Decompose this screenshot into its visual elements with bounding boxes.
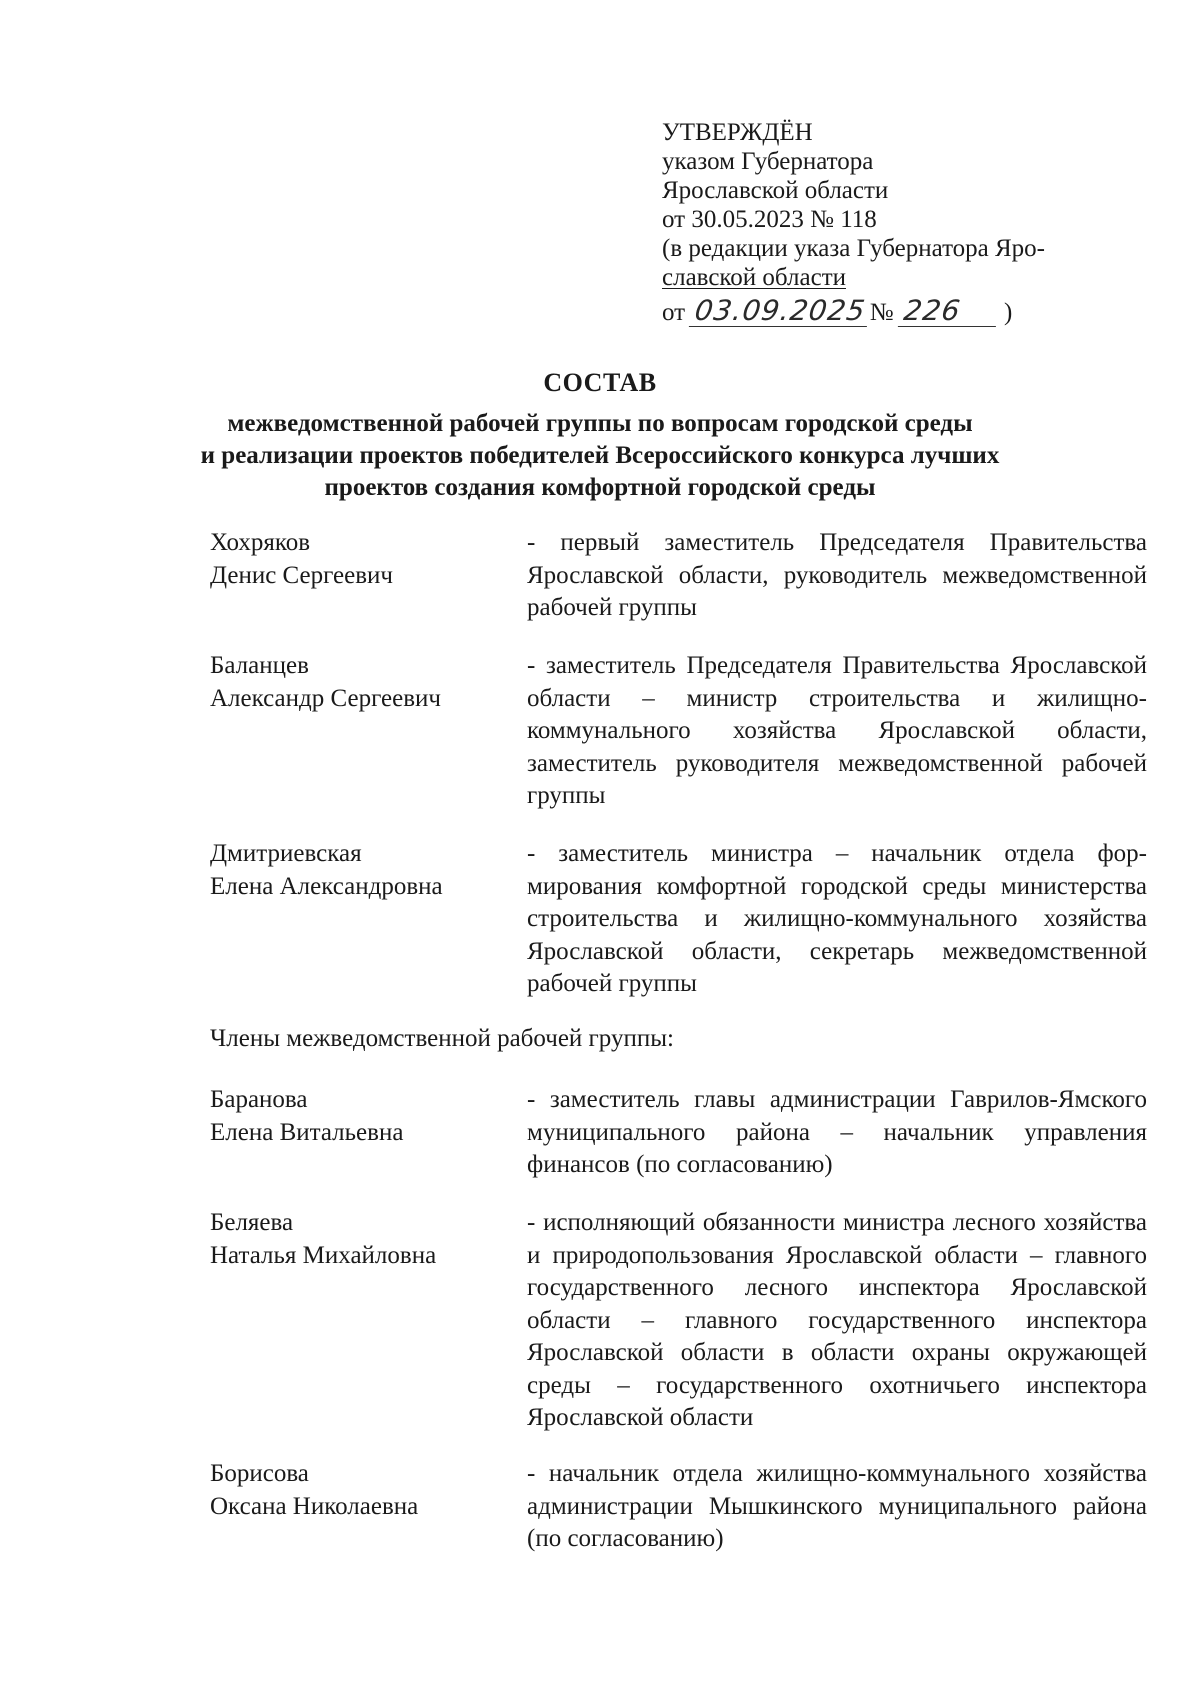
approval-region-line: Ярославской области [662,177,889,204]
member-given-names: Елена Александровна [210,872,443,900]
member-role: - заместитель Председателя Правительства Ярославской области – министр строительства и жилищно-коммунального хозяйства Ярославской области, заместитель руководителя межведомственной рабочей группы [527,652,1147,809]
approval-revision-signature-line [662,296,1132,327]
document-subtitle-line-2: и реализации проектов победителей Всероссийского конкурса лучших [200,442,1000,469]
member-given-names: Денис Сергеевич [210,561,394,589]
member-given-names: Александр Сергеевич [210,684,441,712]
document-subtitle-line-1: межведомственной рабочей группы по вопросам городской среды [227,410,973,437]
member-role: - начальник отдела жилищно-коммунального хозяйства администрации Мышкинского муниципального района (по согласованию) [527,1460,1147,1552]
member-name [210,1084,510,1149]
member-role: - заместитель главы администрации Гаврилов-Ямского муниципального района – начальник управления финансов (по согласованию) [527,1086,1147,1178]
approval-date-number-line: от 30.05.2023 № 118 [662,206,877,233]
member-name [210,650,510,715]
member-role: - заместитель министра – начальник отдела формирования комфортной городской среды министерства строительства и жилищно-коммунального хозяйства Ярославской области, секретарь межведомственной рабочей группы [527,840,1147,997]
member-name [210,838,510,903]
approval-decree-line: указом Губернатора [662,148,874,175]
member-name [210,527,510,592]
member-surname: Беляева [210,1209,294,1236]
member-name [210,1207,510,1272]
member-given-names: Оксана Николаевна [210,1492,419,1520]
members-section-label: Члены межведомственной рабочей группы: [210,1025,674,1052]
member-given-names: Елена Витальевна [210,1118,404,1146]
member-surname: Баранова [210,1086,308,1113]
approval-block [662,118,1132,327]
approval-revision-region-line: славской области [662,264,846,291]
document-title-block [140,368,1060,504]
revision-closing-paren: ) [1004,299,1013,326]
member-name [210,1458,510,1523]
member-surname: Баланцев [210,652,309,679]
member-surname: Борисова [210,1460,309,1487]
revision-number-sign: № [869,299,894,326]
approval-revision-line: (в редакции указа Губернатора Яро- [662,235,1046,262]
member-surname: Хохряков [210,529,311,556]
document-subtitle-line-3: проектов создания комфортной городской среды [324,474,876,501]
member-role: - исполняющий обязанности министра лесного хозяйства и природопользования Ярославской области – главного государственного лесного инспектора Ярославской области – главного государственного инспектора Ярославской области в области охраны окружающей среды – государственного охотничьего инспектора Ярославской области [527,1209,1147,1431]
member-surname: Дмитриевская [210,840,362,867]
document-title: СОСТАВ [543,368,657,397]
handwritten-revision-number: 226 [898,296,1000,327]
revision-from-prefix: от [662,299,686,326]
handwritten-revision-date: 03.09.2025 [689,296,872,327]
member-role: - первый заместитель Председателя Правительства Ярославской области, руководитель межведомственной рабочей группы [527,529,1147,621]
approval-heading: УТВЕРЖДЁН [662,119,813,146]
member-given-names: Наталья Михайловна [210,1241,437,1269]
